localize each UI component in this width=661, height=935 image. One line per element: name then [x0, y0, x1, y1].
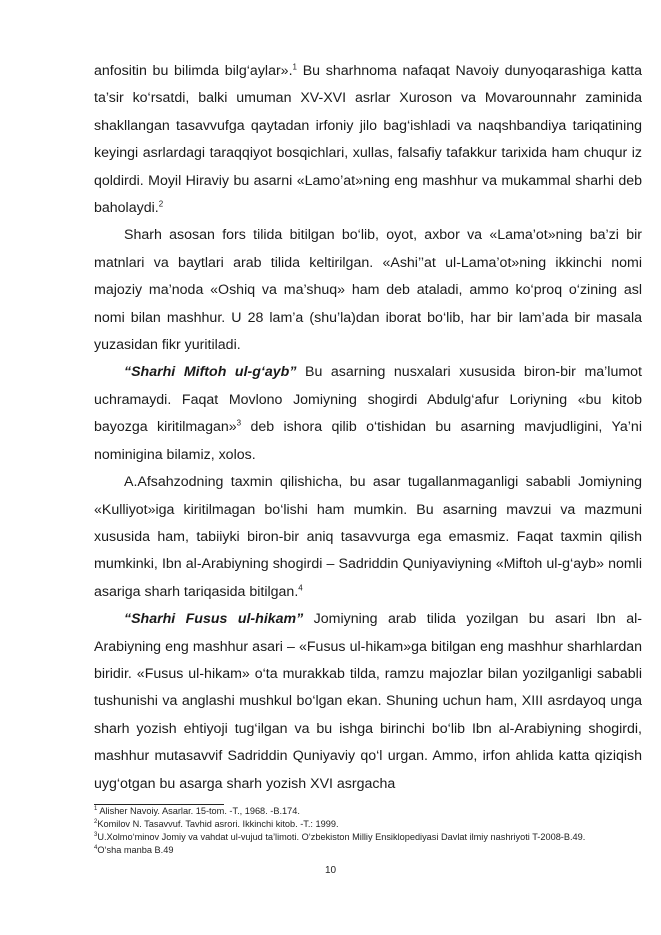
paragraph	[94, 606, 642, 798]
text-run: anfositin bu bilimda bilg‘aylar».	[94, 63, 293, 79]
text-run: Jomiyning arab tilida yozilgan bu asari Ibn al-Arabiyning eng mashhur asari – «Fusus ul-hikam»ga bitilgan eng mashhur sharhlardan biridir. «Fusus ul-hikam» o‘ta murakkab tilda, ramzu majozlar bilan yozilganligi sababli tushunishi va anglashi mushkul bo‘lgan ekan. Shuning uchun ham, XIII asrdayoq unga sharh yozish ehtiyoji tug‘ilgan va bu ishga birinchi bo‘lib Ibn al-Arabiyning shogirdi, mashhur mutasavvif Sadriddin Quniyaviy qo‘l urgan. Ammo, irfon ahlida katta qiziqish uyg‘otgan bu asarga sharh yozish XVI asrgacha	[94, 611, 642, 792]
footnote-ref: 1	[292, 62, 297, 72]
paragraph	[94, 469, 642, 606]
footnote-ref: 3	[236, 418, 242, 428]
paragraph	[94, 222, 642, 359]
footnote-text: Alisher Navoiy. Asarlar. 15-tom. -T., 1968. -B.174.	[97, 805, 300, 816]
footnote-number: 4	[94, 844, 98, 851]
footnote-ref: 2	[158, 199, 164, 209]
footnotes	[94, 805, 642, 857]
body-text	[94, 58, 642, 798]
footnote-ref: 4	[298, 582, 303, 592]
footnote-number: 2	[94, 818, 98, 825]
footnote	[94, 844, 642, 857]
section-title: “Sharhi Fusus ul-hikam”	[124, 611, 304, 628]
paragraph	[94, 359, 642, 469]
footnote	[94, 818, 642, 831]
footnote	[94, 805, 642, 818]
text-run: A.Afsahzodning taxmin qilishicha, bu asar tugallanmaganligi sababli Jomiyning «Kulliyot»iga kiritilmagan bo‘lishi ham mumkin. Bu asarning mavzui va mazmuni xususida ham, tabiiyki biron-bir aniq tasavvurga ega emasmiz. Faqat taxmin qilish mumkinki, Ibn al-Arabiyning shogirdi – Sadriddin Quniyaviyning «Miftoh ul-g‘ayb» nomli asariga sharh tariqasida bitilgan.	[94, 474, 642, 600]
text-run: deb ishora qilib o‘tishidan bu asarning mavjudligini, Ya’ni nominigina bilamiz, xolos.	[94, 419, 642, 463]
page-number: 10	[324, 865, 337, 876]
text-run: Bu sharhnoma nafaqat Navoiy dunyoqarashiga katta ta’sir ko‘rsatdi, balki umuman XV-XVI asrlar Xuroson va Movarounnahr zaminida shakllangan tasavvufga qaytadan irfoniy jilo bag‘ishladi va naqshbandiya tariqatining keyingi asrlardagi taraqqiyot bosqichlari, xullas, falsafiy tafakkur tarixida ham chuqur iz qoldirdi. Moyil Hiraviy bu asarni «Lamo’at»ning eng mashhur va mukammal sharhi deb baholaydi.	[94, 63, 642, 217]
document-page	[94, 58, 642, 857]
footnote	[94, 831, 642, 844]
text-run: Bu asarning nusxalari xususida biron-bir ma’lumot uchramaydi. Faqat Movlono Jomiyning shogirdi Abdulg‘afur Loriyning «bu kitob bayozga kiritilmagan»	[94, 364, 642, 436]
text-run: Sharh asosan fors tilida bitilgan bo‘lib, oyot, axbor va «Lama’ot»ning ba’zi bir matnlari va baytlari arab tilida keltirilgan. «Ashi’’at ul-Lama’ot»ning ikkinchi nomi majoziy ma’noda «Oshiq va ma’shuq» ham deb ataladi, ammo ko‘proq o‘zining asl nomi bilan mashhur. U 28 lam’a (shu’la)dan iborat bo‘lib, har bir lam’ada bir masala yuzasidan fikr yuritiladi.	[94, 227, 642, 354]
section-title: “Sharhi Miftoh ul-g‘ayb”	[124, 364, 297, 381]
footnote-text: Komilov N. Tasavvuf. Tavhid asrori. Ikkinchi kitob. -T.: 1999.	[97, 818, 339, 829]
paragraph	[94, 58, 642, 222]
footnote-number: 1	[94, 805, 98, 812]
footnote-number: 3	[94, 831, 98, 838]
footnote-text: U.Xolmo‘minov Jomiy va vahdat ul-vujud ta’limoti. O‘zbekiston Milliy Ensiklopediyasi Davlat ilmiy nashriyoti T-2008-B.49.	[97, 831, 586, 842]
footnote-text: O‘sha manba B.49	[97, 844, 174, 855]
